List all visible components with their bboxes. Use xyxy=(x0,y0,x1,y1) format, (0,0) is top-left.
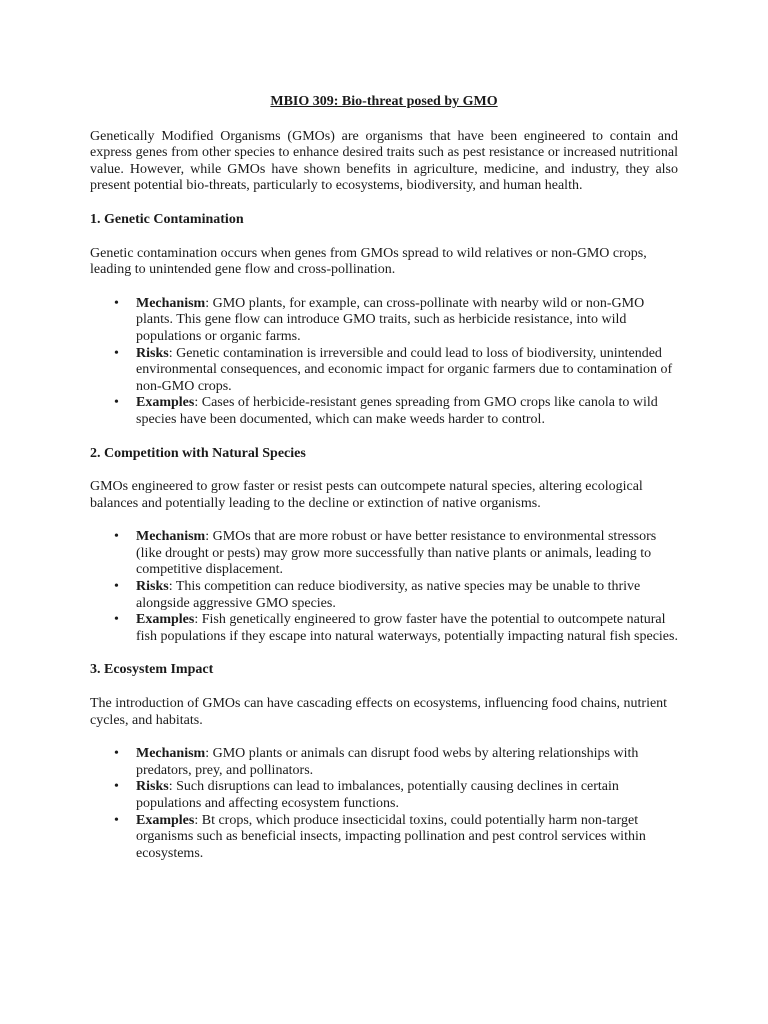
section-heading-genetic-contamination: 1. Genetic Contamination xyxy=(90,211,244,227)
bullet-icon: • xyxy=(114,295,119,311)
item-text: : Cases of herbicide-resistant genes spreading from GMO crops like canola to wild species have been documented, which can make weeds harder to control. xyxy=(136,395,658,427)
list-item xyxy=(114,779,678,812)
section-heading-ecosystem-impact: 3. Ecosystem Impact xyxy=(90,662,214,678)
section-text-genetic-contamination: Genetic contamination occurs when genes from GMOs spread to wild relatives or non-GMO crops, leading to unintended gene flow and cross-pollination. xyxy=(90,245,647,278)
list-item xyxy=(114,395,678,428)
list-item xyxy=(114,812,678,863)
item-text: : This competition can reduce biodiversity, as native species may be unable to thrive alongside aggressive GMO species. xyxy=(136,579,641,611)
item-text: : Fish genetically engineered to grow faster have the potential to outcompete natural fish populations if they escape into natural waterways, potentially impacting natural fish species. xyxy=(136,612,678,644)
item-label: Mechanism xyxy=(136,529,206,545)
list-item xyxy=(114,579,678,612)
bullet-icon: • xyxy=(114,529,119,545)
bullet-icon: • xyxy=(114,345,119,361)
bullet-list-genetic-contamination xyxy=(90,296,678,429)
bullet-list-competition xyxy=(90,529,678,645)
list-item xyxy=(114,345,678,396)
item-label: Examples xyxy=(136,812,195,828)
item-label: Examples xyxy=(136,612,195,628)
item-text: : Such disruptions can lead to imbalances, potentially causing declines in certain populations and affecting ecosystem functions. xyxy=(136,779,619,811)
item-label: Mechanism xyxy=(136,295,206,311)
item-text: : Genetic contamination is irreversible and could lead to loss of biodiversity, unintended environmental consequences, and economic impact for organic farmers due to contamination of non-GMO crops. xyxy=(136,345,673,394)
bullet-icon: • xyxy=(114,779,119,795)
item-text: : GMOs that are more robust or have better resistance to environmental stressors (like drought or pests) may grow more successfully than native plants or animals, leading to competitive displacement. xyxy=(136,529,657,578)
bullet-icon: • xyxy=(114,395,119,411)
bullet-icon: • xyxy=(114,579,119,595)
document-page xyxy=(90,94,678,879)
intro-paragraph: Genetically Modified Organisms (GMOs) are organisms that have been engineered to contain and express genes from other species to enhance desired traits such as pest resistance or increased nutritional value. However, while GMOs have shown benefits in agriculture, medicine, and industry, they also present potential bio-threats, particularly to ecosystems, biodiversity, and human health. xyxy=(90,128,678,194)
bullet-icon: • xyxy=(114,812,119,828)
item-label: Examples xyxy=(136,395,195,411)
bullet-list-ecosystem-impact xyxy=(90,746,678,862)
bullet-icon: • xyxy=(114,612,119,628)
item-label: Risks xyxy=(136,345,169,361)
section-text-ecosystem-impact: The introduction of GMOs can have cascading effects on ecosystems, influencing food chains, nutrient cycles, and habitats. xyxy=(90,696,668,728)
item-text: : GMO plants, for example, can cross-pollinate with nearby wild or non-GMO plants. This gene flow can introduce GMO traits, such as herbicide resistance, into wild populations or organic farms. xyxy=(136,295,645,344)
bullet-icon: • xyxy=(114,746,119,762)
list-item xyxy=(114,746,678,779)
section-text-competition: GMOs engineered to grow faster or resist pests can outcompete natural species, altering ecological balances and potentially leading to the decline or extinction of native organisms. xyxy=(90,479,643,511)
item-text: : GMO plants or animals can disrupt food webs by altering relationships with predators, prey, and pollinators. xyxy=(136,746,639,778)
item-label: Risks xyxy=(136,579,169,595)
item-label: Mechanism xyxy=(136,746,206,762)
list-item xyxy=(114,529,678,579)
item-label: Risks xyxy=(136,779,169,795)
document-title: MBIO 309: Bio-threat posed by GMO xyxy=(270,94,498,109)
section-heading-competition: 2. Competition with Natural Species xyxy=(90,445,306,461)
item-text: : Bt crops, which produce insecticidal toxins, could potentially harm non-target organisms such as beneficial insects, impacting pollination and pest control services within ecosystems. xyxy=(136,812,646,861)
list-item xyxy=(114,295,678,346)
list-item xyxy=(114,612,678,645)
